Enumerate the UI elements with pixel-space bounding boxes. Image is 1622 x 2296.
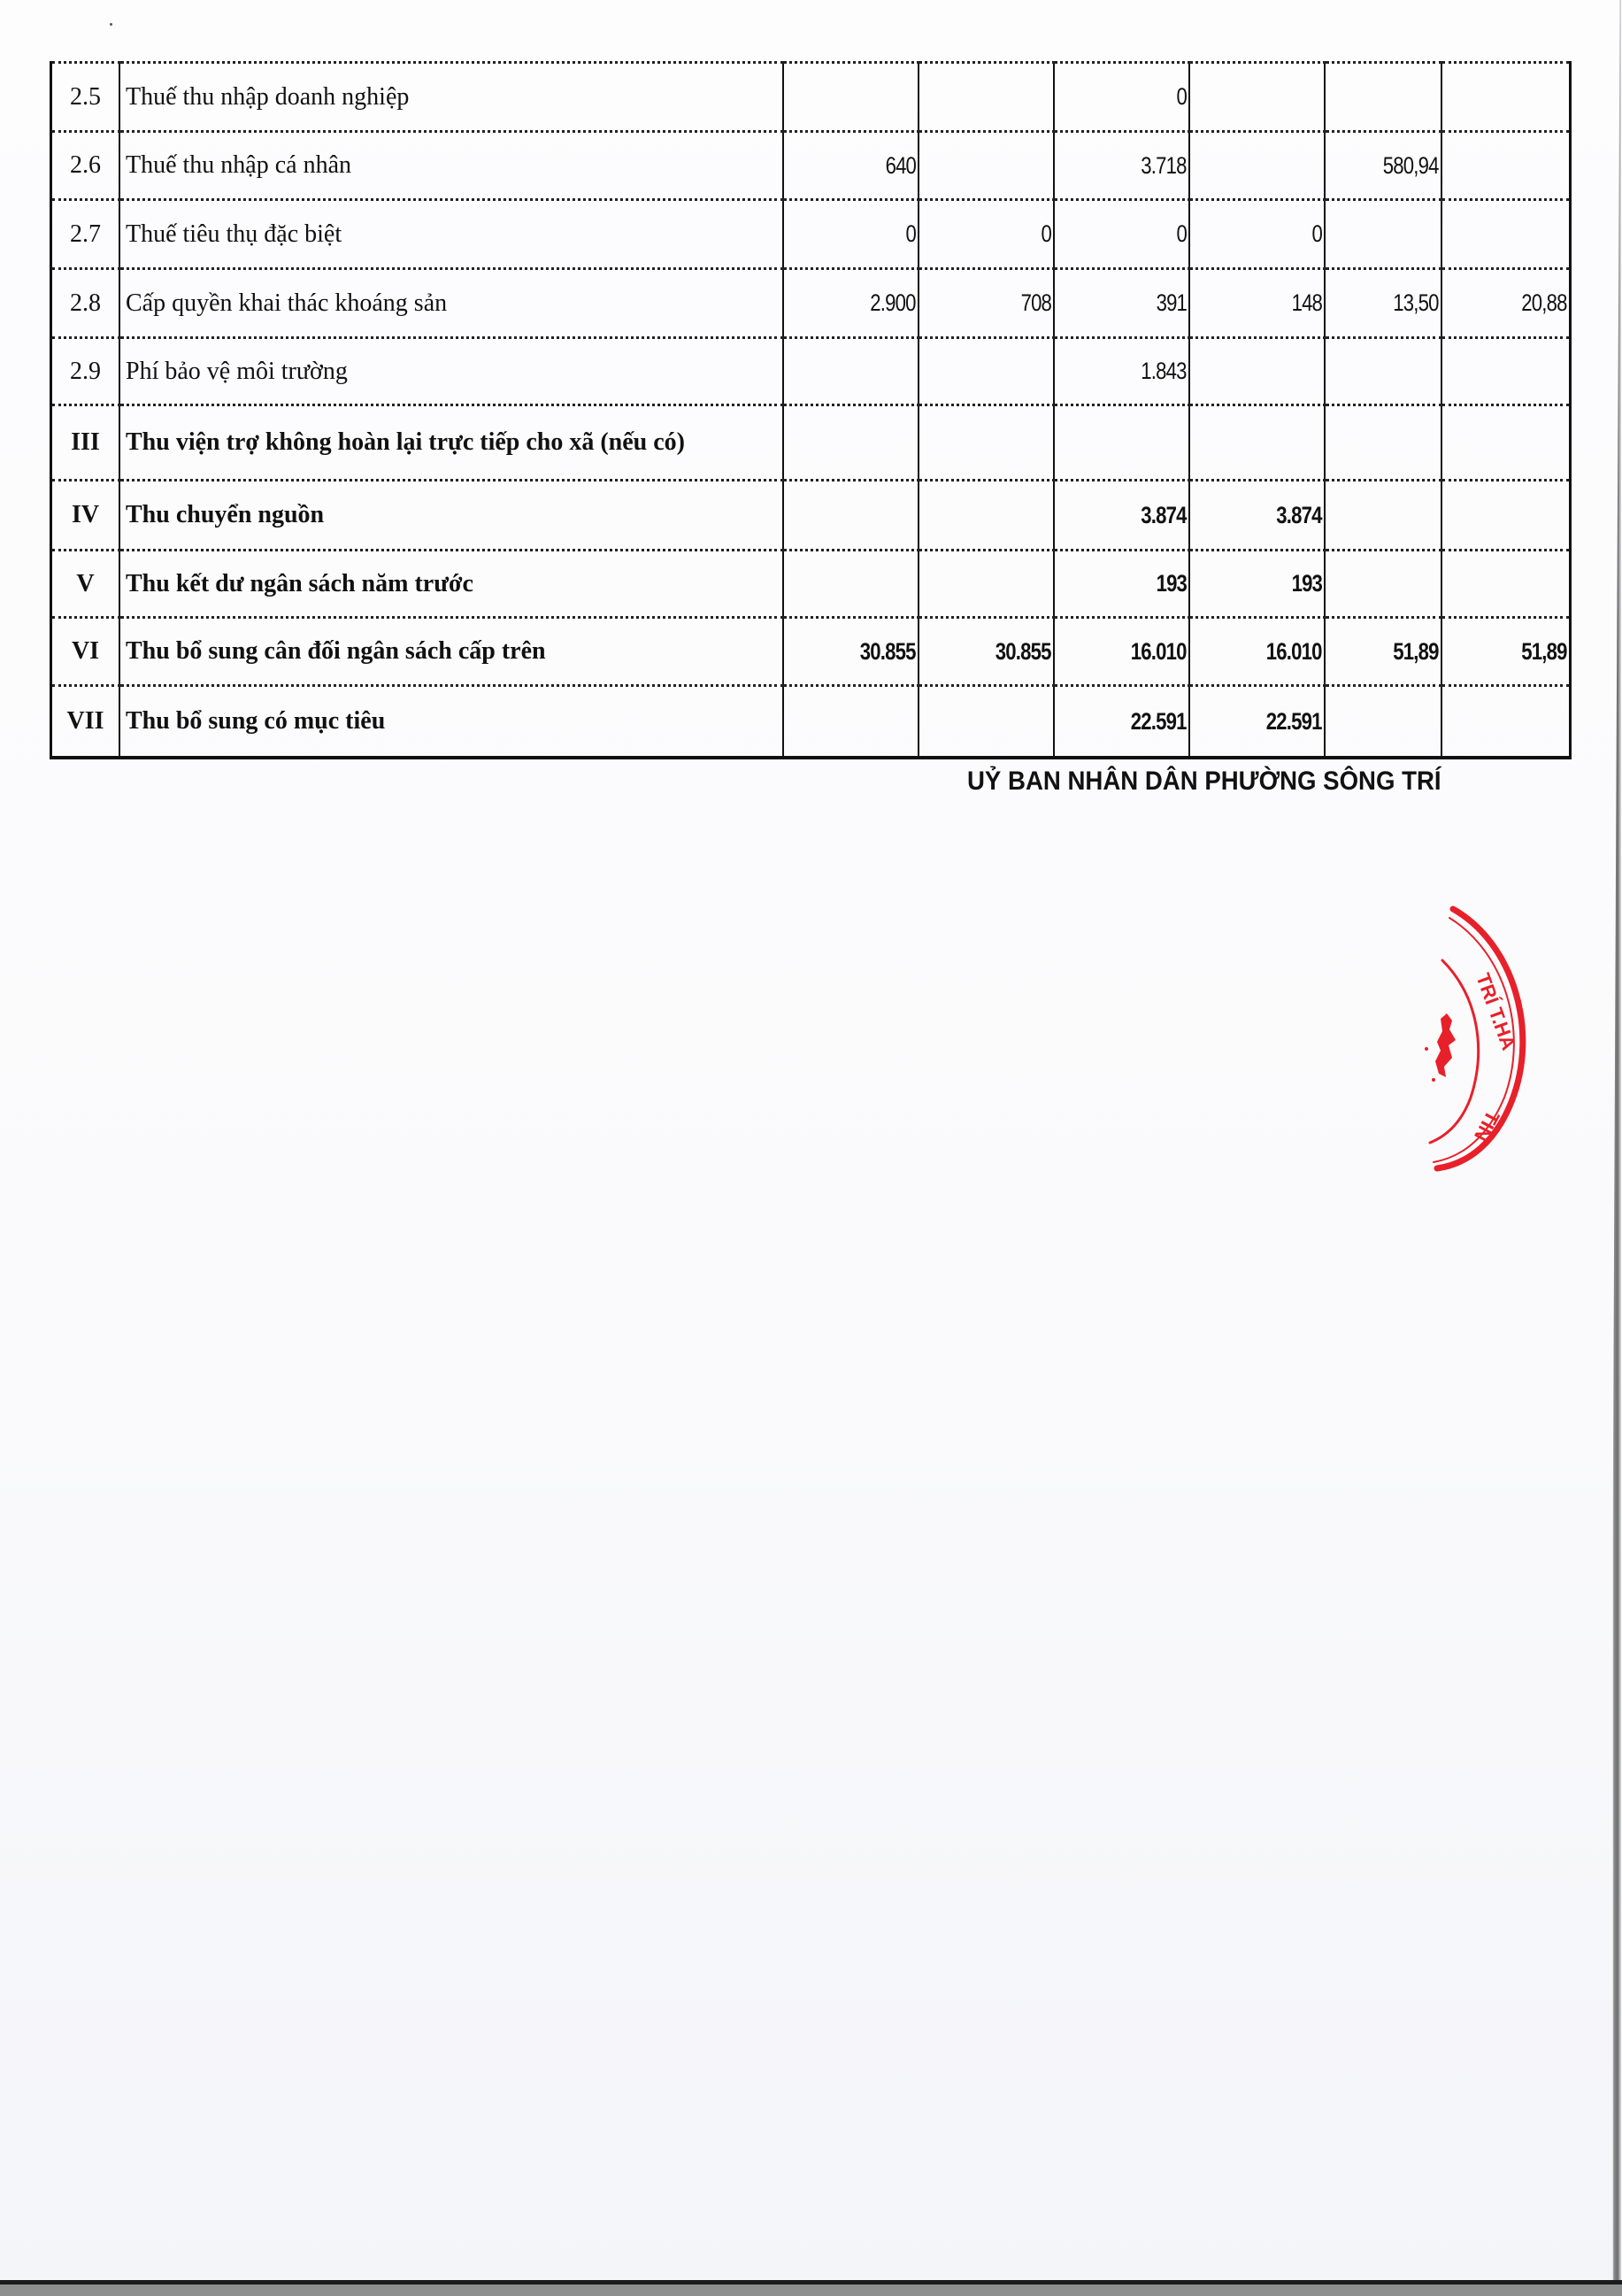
value-cell <box>1054 132 1189 200</box>
value-cell <box>919 63 1054 132</box>
value-cell <box>1189 269 1325 338</box>
value-cell <box>919 686 1054 759</box>
value-cell <box>1189 551 1325 618</box>
value-cell <box>1054 481 1189 551</box>
row-number: 2.7 <box>51 200 120 269</box>
value-text: 22.591 <box>1266 707 1322 735</box>
value-cell <box>919 405 1054 481</box>
value-cell <box>1189 132 1325 200</box>
value-cell <box>1325 405 1441 481</box>
value-text: 16.010 <box>1131 637 1187 665</box>
value-cell <box>1441 481 1571 551</box>
value-cell <box>919 618 1054 686</box>
row-number: VII <box>51 686 120 759</box>
value-cell <box>919 269 1054 338</box>
value-cell <box>919 481 1054 551</box>
value-cell <box>1441 405 1571 481</box>
value-text: 30.855 <box>995 637 1051 665</box>
value-text: 708 <box>1020 289 1051 316</box>
scan-page-edge-bottom <box>0 2284 1622 2296</box>
value-cell <box>1054 686 1189 759</box>
value-cell <box>1054 618 1189 686</box>
value-cell <box>1325 200 1441 269</box>
value-cell <box>783 405 919 481</box>
value-cell <box>1441 63 1571 132</box>
table-row <box>51 405 1571 481</box>
value-cell <box>1054 200 1189 269</box>
value-text: 1.843 <box>1141 358 1187 384</box>
value-text: 148 <box>1291 289 1322 316</box>
signature-title: UỶ BAN NHÂN DÂN PHƯỜNG SÔNG TRÍ <box>967 767 1441 796</box>
value-text: 391 <box>1156 289 1187 316</box>
row-number: 2.9 <box>51 338 120 405</box>
value-cell <box>1325 132 1441 200</box>
row-label: Thu kết dư ngân sách năm trước <box>119 551 783 618</box>
value-cell <box>1441 551 1571 618</box>
row-label: Thuế thu nhập doanh nghiệp <box>119 63 783 132</box>
table-row <box>51 618 1571 686</box>
row-number: IV <box>51 481 120 551</box>
value-cell <box>1054 405 1189 481</box>
value-text: 580,94 <box>1383 151 1439 179</box>
stamp-text-upper: TRÍ T.HA <box>1472 970 1520 1053</box>
table-row <box>51 63 1571 132</box>
stamp-emblem <box>1425 1013 1456 1082</box>
value-text: 2.900 <box>870 289 916 316</box>
row-label: Phí bảo vệ môi trường <box>119 338 783 405</box>
table-row <box>51 269 1571 338</box>
row-label: Thuế thu nhập cá nhân <box>119 132 783 200</box>
value-cell <box>1325 686 1441 759</box>
revenue-table <box>50 61 1572 759</box>
table-row <box>51 481 1571 551</box>
row-label: Thuế tiêu thụ đặc biệt <box>119 200 783 269</box>
value-cell <box>1054 63 1189 132</box>
value-text: 51,89 <box>1521 637 1567 665</box>
value-text: 0 <box>1176 83 1187 110</box>
value-text: 3.874 <box>1141 501 1187 528</box>
row-number: 2.8 <box>51 269 120 338</box>
stamp-text-lower: TỈN <box>1469 1106 1504 1145</box>
value-cell <box>1441 618 1571 686</box>
scan-speck <box>110 23 112 26</box>
value-cell <box>919 338 1054 405</box>
value-text: 20,88 <box>1521 289 1567 316</box>
row-number: 2.5 <box>51 63 120 132</box>
value-cell <box>1054 269 1189 338</box>
value-text: 193 <box>1156 570 1187 597</box>
official-stamp <box>1407 898 1549 1182</box>
value-cell <box>1189 63 1325 132</box>
row-label: Thu bổ sung có mục tiêu <box>119 686 783 759</box>
value-cell <box>1441 200 1571 269</box>
value-text: 0 <box>1176 220 1187 247</box>
table-row <box>51 338 1571 405</box>
value-cell <box>1189 200 1325 269</box>
table-row <box>51 200 1571 269</box>
value-cell <box>783 63 919 132</box>
value-text: 3.718 <box>1141 151 1187 179</box>
value-text: 3.874 <box>1276 501 1322 528</box>
value-cell <box>1054 551 1189 618</box>
value-cell <box>783 200 919 269</box>
value-cell <box>1325 338 1441 405</box>
row-number: VI <box>51 618 120 686</box>
value-cell <box>1441 132 1571 200</box>
value-text: 0 <box>1311 220 1322 247</box>
value-text: 16.010 <box>1266 637 1322 665</box>
table-row <box>51 132 1571 200</box>
stamp-inner-ring <box>1430 960 1479 1143</box>
value-text: 51,89 <box>1393 637 1439 665</box>
table-row <box>51 551 1571 618</box>
row-number: III <box>51 405 120 481</box>
value-cell <box>1325 551 1441 618</box>
row-label: Thu bổ sung cân đối ngân sách cấp trên <box>119 618 783 686</box>
row-number: V <box>51 551 120 618</box>
row-label: Thu chuyển nguồn <box>119 481 783 551</box>
value-cell <box>783 338 919 405</box>
value-cell <box>1189 405 1325 481</box>
value-cell <box>1054 338 1189 405</box>
value-cell <box>783 618 919 686</box>
row-label: Thu viện trợ không hoàn lại trực tiếp cho xã (nếu có) <box>119 405 783 481</box>
value-cell <box>1325 481 1441 551</box>
table-row <box>51 686 1571 759</box>
value-cell <box>1441 269 1571 338</box>
value-cell <box>919 132 1054 200</box>
value-cell <box>783 269 919 338</box>
value-text: 0 <box>1041 220 1051 247</box>
row-number: 2.6 <box>51 132 120 200</box>
value-cell <box>919 551 1054 618</box>
value-text: 640 <box>885 151 916 179</box>
value-cell <box>783 686 919 759</box>
value-cell <box>1189 686 1325 759</box>
value-cell <box>1441 338 1571 405</box>
value-cell <box>1325 63 1441 132</box>
value-cell <box>1325 618 1441 686</box>
value-text: 30.855 <box>860 637 916 665</box>
value-text: 13,50 <box>1393 289 1439 316</box>
value-text: 0 <box>905 220 916 247</box>
value-cell <box>783 551 919 618</box>
value-cell <box>1189 338 1325 405</box>
value-cell <box>783 132 919 200</box>
value-text: 193 <box>1291 570 1322 597</box>
value-cell <box>919 200 1054 269</box>
value-cell <box>1189 481 1325 551</box>
value-cell <box>783 481 919 551</box>
value-cell <box>1441 686 1571 759</box>
row-label: Cấp quyền khai thác khoáng sản <box>119 269 783 338</box>
value-cell <box>1189 618 1325 686</box>
scan-page-edge-right <box>1601 0 1622 2282</box>
value-text: 22.591 <box>1131 707 1187 735</box>
value-cell <box>1325 269 1441 338</box>
